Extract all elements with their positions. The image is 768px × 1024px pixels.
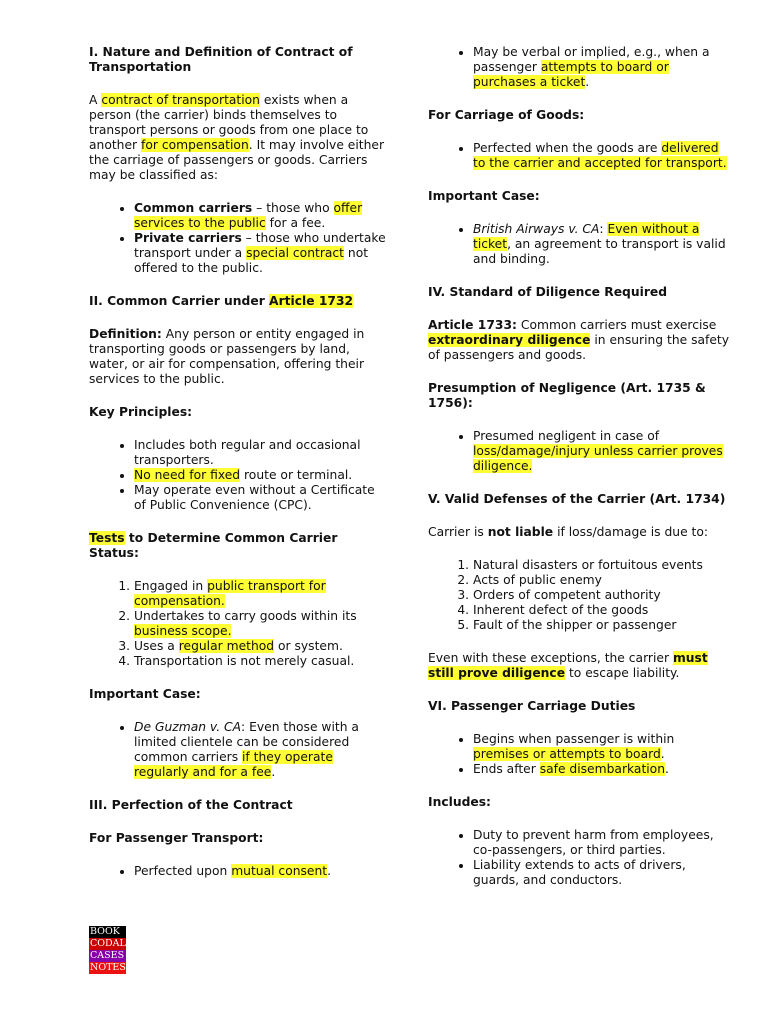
list-item: 1. Natural disasters or fortuitous events (473, 558, 733, 573)
section-1-paragraph: A contract of transportation exists when a person (the carrier) binds themselves to transport persons or goods from one place to another for compensation. It may involve either the carriage of passengers or goods. Carriers may be classified as: (89, 93, 385, 182)
definition-paragraph: Definition: Any person or entity engaged in transporting goods or passengers by land, water, or air for compensation, offering their services to the public. (89, 327, 365, 386)
list-item: 3. Uses a regular method or system. (134, 639, 389, 654)
key-principles-heading: Key Principles: (89, 405, 193, 419)
important-case-heading-2: Important Case: (428, 189, 540, 203)
list-item: 5. Fault of the shipper or passenger (473, 618, 733, 633)
list-item: 4. Transportation is not merely casual. (134, 654, 389, 669)
passenger-perfection-list (428, 45, 733, 90)
list-item: • Includes both regular and occasional transporters. (134, 438, 389, 468)
section-3-title: III. Perfection of the Contract (89, 798, 293, 812)
includes-list (428, 828, 733, 888)
list-item: • Common carriers – those who offer services to the public for a fee. (134, 201, 389, 231)
goods-list (428, 141, 733, 171)
passenger-transport-list (89, 864, 389, 879)
logo-notes: NOTES (90, 962, 126, 973)
list-item: 3. Orders of competent authority (473, 588, 733, 603)
left-column (89, 45, 389, 897)
list-item: • No need for fixed route or terminal. (134, 468, 389, 483)
list-item: • Perfected when the goods are delivered to the carrier and accepted for transport. (473, 141, 733, 171)
carriage-of-goods-heading: For Carriage of Goods: (428, 108, 585, 122)
section-5-title: V. Valid Defenses of the Carrier (Art. 1734) (428, 492, 726, 506)
article-1733-paragraph: Article 1733: Common carriers must exercise extraordinary diligence in ensuring the safety of passengers and goods. (428, 318, 730, 362)
section-2-title: II. Common Carrier under Article 1732 (89, 294, 354, 308)
defenses-list (428, 558, 733, 633)
list-item: • May be verbal or implied, e.g., when a passenger attempts to board or purchases a ticket. (473, 45, 733, 90)
includes-heading: Includes: (428, 795, 491, 809)
list-item: • British Airways v. CA: Even without a ticket, an agreement to transport is valid and binding. (473, 222, 733, 267)
carrier-types-list (89, 201, 389, 276)
list-item: • May operate even without a Certificate of Public Convenience (CPC). (134, 483, 389, 513)
case-list (89, 720, 389, 780)
exceptions-paragraph: Even with these exceptions, the carrier must still prove diligence to escape liability. (428, 651, 708, 680)
list-item: 4. Inherent defect of the goods (473, 603, 733, 618)
case-list-2 (428, 222, 733, 267)
list-item: 2. Undertakes to carry goods within its business scope. (134, 609, 389, 639)
logo-cases: CASES (90, 950, 125, 961)
passenger-transport-heading: For Passenger Transport: (89, 831, 264, 845)
section-6-title: VI. Passenger Carriage Duties (428, 699, 636, 713)
key-principles-list (89, 438, 389, 513)
right-column (428, 45, 733, 906)
duties-list (428, 732, 733, 777)
list-item: • Private carriers – those who undertake transport under a special contract not offered to the public. (134, 231, 389, 276)
list-item: • Begins when passenger is within premises or attempts to board. (473, 732, 733, 762)
not-liable-paragraph: Carrier is not liable if loss/damage is due to: (428, 525, 709, 539)
book-codal-logo (89, 926, 126, 974)
list-item: • Ends after safe disembarkation. (473, 762, 733, 777)
logo-book: BOOK (89, 926, 126, 938)
important-case-heading: Important Case: (89, 687, 201, 701)
list-item: 1. Engaged in public transport for compensation. (134, 579, 389, 609)
list-item: • Perfected upon mutual consent. (134, 864, 389, 879)
tests-heading: Tests to Determine Common Carrier Status: (89, 531, 338, 560)
list-item: • Duty to prevent harm from employees, co-passengers, or third parties. (473, 828, 733, 858)
section-1-title: I. Nature and Definition of Contract of Transportation (89, 45, 353, 74)
presumption-list (428, 429, 733, 474)
presumption-heading: Presumption of Negligence (Art. 1735 & 1756): (428, 381, 706, 410)
logo-codal: CODAL (90, 938, 126, 949)
tests-list (89, 579, 389, 669)
section-4-title: IV. Standard of Diligence Required (428, 285, 668, 299)
list-item: 2. Acts of public enemy (473, 573, 733, 588)
list-item: • Liability extends to acts of drivers, guards, and conductors. (473, 858, 733, 888)
list-item: • Presumed negligent in case of loss/damage/injury unless carrier proves diligence. (473, 429, 733, 474)
list-item: • De Guzman v. CA: Even those with a limited clientele can be considered common carriers if they operate regularly and for a fee. (134, 720, 389, 780)
